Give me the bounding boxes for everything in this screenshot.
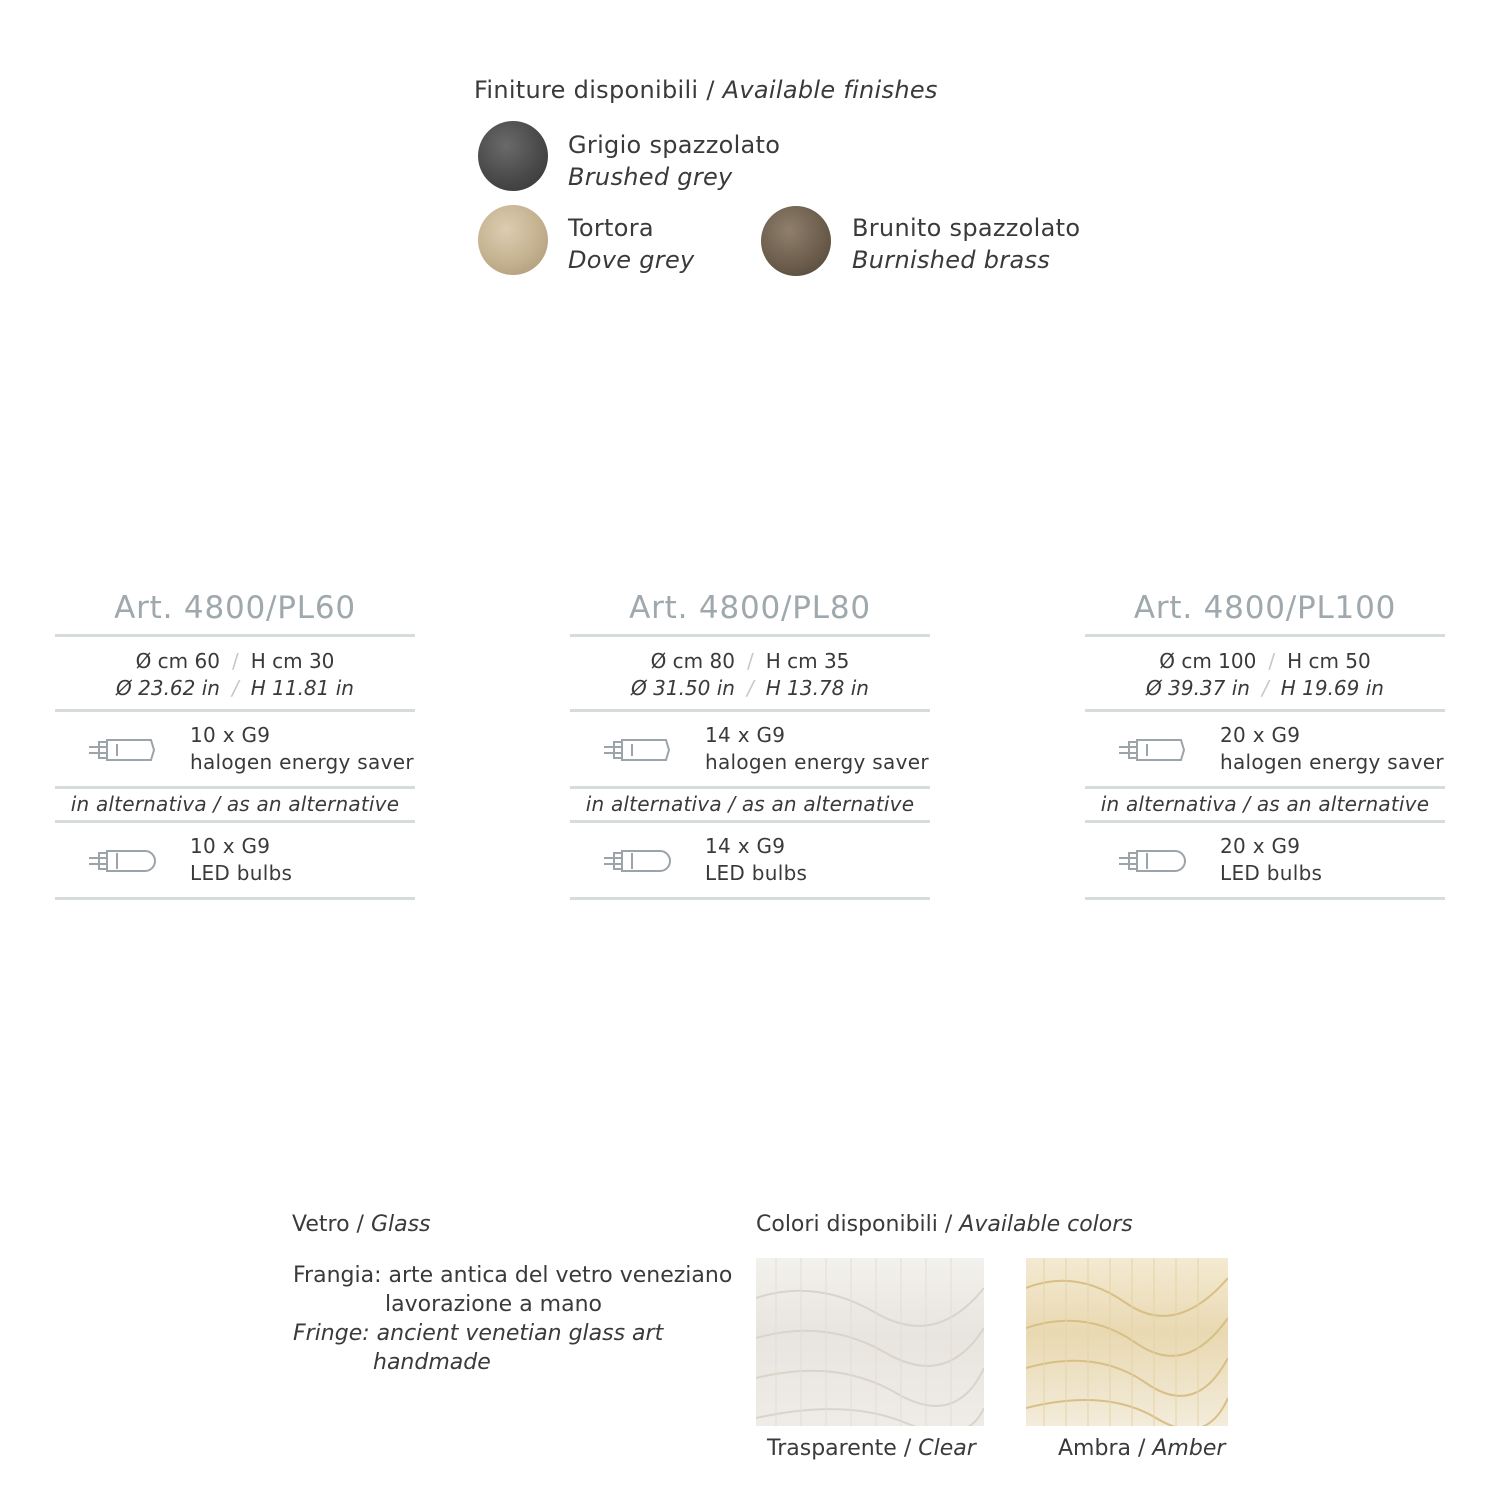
- diameter-cm: Ø cm 80: [650, 649, 735, 673]
- finish-name-en: Brushed grey: [568, 163, 733, 191]
- height-cm: H cm 30: [250, 649, 335, 673]
- halogen-label: halogen energy saver: [190, 750, 414, 774]
- glass-fringe-amber-image: [1026, 1258, 1228, 1426]
- fringe-description-en: Fringe: ancient venetian glass art: [293, 1321, 664, 1346]
- alternative-note: in alternativa / as an alternative: [70, 792, 400, 816]
- led-bulb-icon: [1117, 849, 1187, 873]
- article-title: Art. 4800/PL80: [629, 590, 871, 626]
- led-row: [1085, 823, 1445, 897]
- fringe-description-it: Frangia: arte antica del vetro veneziano: [293, 1263, 733, 1288]
- finish-name-en: Burnished brass: [852, 246, 1051, 274]
- halogen-text: [190, 722, 414, 776]
- halogen-label: halogen energy saver: [1220, 750, 1444, 774]
- colors-title-it: Colori disponibili /: [756, 1212, 960, 1237]
- dimensions: [1085, 637, 1445, 709]
- separator: /: [746, 676, 754, 700]
- finishes-title: [474, 76, 938, 104]
- finish-name-it: Grigio spazzolato: [568, 131, 781, 159]
- color-photo-clear: [756, 1258, 984, 1426]
- color-name-it: Trasparente /: [767, 1436, 919, 1461]
- finish-label-brushed-grey: [568, 129, 780, 193]
- alternative-note: in alternativa / as an alternative: [1100, 792, 1430, 816]
- height-in: H 19.69 in: [1280, 676, 1384, 700]
- glass-fringe-clear-image: [756, 1258, 984, 1426]
- article-pl80: [570, 586, 930, 900]
- led-text: [705, 833, 807, 887]
- halogen-row: [570, 712, 930, 786]
- finish-label-dove-grey: [568, 212, 695, 276]
- fringe-handmade-it: lavorazione a mano: [385, 1292, 602, 1317]
- colors-title: [756, 1212, 1133, 1237]
- finish-name-it: Tortora: [568, 214, 654, 242]
- article-pl100: [1085, 586, 1445, 900]
- diameter-cm: Ø cm 60: [135, 649, 220, 673]
- halogen-quantity: 20 x G9: [1220, 723, 1301, 747]
- separator: /: [746, 649, 754, 673]
- led-text: [1220, 833, 1322, 887]
- article-title: Art. 4800/PL60: [114, 590, 356, 626]
- color-label-amber: [1058, 1436, 1225, 1461]
- finish-name-en: Dove grey: [568, 246, 695, 274]
- color-label-clear: [767, 1436, 976, 1461]
- colors-title-en: Available colors: [959, 1212, 1133, 1237]
- height-in: H 11.81 in: [250, 676, 354, 700]
- halogen-text: [1220, 722, 1444, 776]
- glass-title-it: Vetro /: [292, 1212, 371, 1237]
- finish-swatch-brushed-grey: [478, 121, 548, 191]
- divider: [570, 897, 930, 900]
- halogen-row: [1085, 712, 1445, 786]
- height-in: H 13.78 in: [765, 676, 869, 700]
- color-name-en: Amber: [1152, 1436, 1226, 1461]
- article-title: Art. 4800/PL100: [1133, 590, 1397, 626]
- height-cm: H cm 35: [765, 649, 850, 673]
- halogen-bulb-icon: [602, 738, 672, 762]
- color-name-en: Clear: [918, 1436, 976, 1461]
- color-photo-amber: [1026, 1258, 1228, 1426]
- led-row: [570, 823, 930, 897]
- halogen-row: [55, 712, 415, 786]
- halogen-label: halogen energy saver: [705, 750, 929, 774]
- color-name-it: Ambra /: [1058, 1436, 1153, 1461]
- diameter-cm: Ø cm 100: [1159, 649, 1257, 673]
- divider: [1085, 897, 1445, 900]
- halogen-quantity: 14 x G9: [705, 723, 786, 747]
- finish-label-burnished-brass: [852, 212, 1080, 276]
- fringe-handmade-en: handmade: [373, 1350, 491, 1375]
- separator: /: [1261, 676, 1269, 700]
- separator: /: [1268, 649, 1276, 673]
- led-label: LED bulbs: [1220, 861, 1323, 885]
- separator: /: [231, 676, 239, 700]
- led-quantity: 20 x G9: [1220, 834, 1301, 858]
- led-quantity: 14 x G9: [705, 834, 786, 858]
- led-text: [190, 833, 292, 887]
- finish-name-it: Brunito spazzolato: [852, 214, 1081, 242]
- halogen-text: [705, 722, 929, 776]
- led-quantity: 10 x G9: [190, 834, 271, 858]
- dimensions: [570, 637, 930, 709]
- halogen-bulb-icon: [1117, 738, 1187, 762]
- dimensions: [55, 637, 415, 709]
- led-label: LED bulbs: [705, 861, 808, 885]
- diameter-in: Ø 31.50 in: [631, 676, 735, 700]
- led-bulb-icon: [87, 849, 157, 873]
- article-pl60: [55, 586, 415, 900]
- led-label: LED bulbs: [190, 861, 293, 885]
- finish-swatch-dove-grey: [478, 205, 548, 275]
- diameter-in: Ø 39.37 in: [1146, 676, 1250, 700]
- separator: /: [231, 649, 239, 673]
- led-bulb-icon: [602, 849, 672, 873]
- alternative-note: in alternativa / as an alternative: [585, 792, 915, 816]
- finishes-title-en: Available finishes: [722, 76, 938, 104]
- led-row: [55, 823, 415, 897]
- diameter-in: Ø 23.62 in: [116, 676, 220, 700]
- divider: [55, 897, 415, 900]
- glass-title: [292, 1212, 431, 1237]
- halogen-quantity: 10 x G9: [190, 723, 271, 747]
- halogen-bulb-icon: [87, 738, 157, 762]
- finishes-title-it: Finiture disponibili /: [474, 76, 723, 104]
- glass-title-en: Glass: [370, 1212, 431, 1237]
- finish-swatch-burnished-brass: [761, 206, 831, 276]
- height-cm: H cm 50: [1287, 649, 1371, 673]
